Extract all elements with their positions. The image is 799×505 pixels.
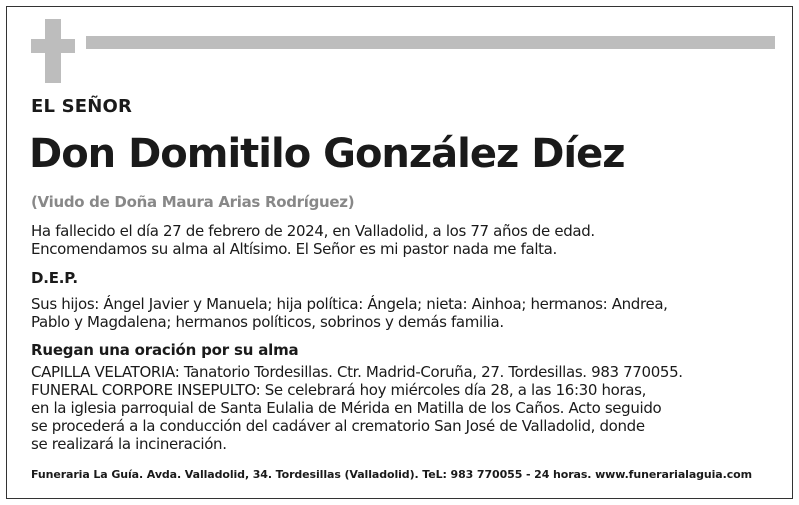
obituary-card [6, 6, 793, 499]
title-prefix: EL SEÑOR [31, 96, 133, 117]
rip-heading: D.E.P. [31, 269, 78, 287]
service-line: se procederá a la conducción del cadáver al crematorio San José de Valladolid, donde [31, 417, 645, 435]
deceased-name: Don Domitilo González Díez [29, 131, 625, 177]
service-line: CAPILLA VELATORIA: Tanatorio Tordesillas. Ctr. Madrid-Coruña, 27. Tordesillas. 983 770055. [31, 363, 683, 381]
cross-icon [31, 19, 75, 83]
header-rule [86, 36, 775, 49]
widower-note: (Viudo de Doña Maura Arias Rodríguez) [31, 193, 355, 211]
family-paragraph [31, 295, 668, 331]
prayer-heading: Ruegan una oración por su alma [31, 341, 299, 359]
service-line: FUNERAL CORPORE INSEPULTO: Se celebrará hoy miércoles día 28, a las 16:30 horas, [31, 381, 646, 399]
intro-paragraph [31, 222, 595, 258]
intro-line: Ha fallecido el día 27 de febrero de 2024, en Valladolid, a los 77 años de edad. [31, 222, 595, 240]
service-paragraph [31, 363, 683, 453]
service-line: se realizará la incineración. [31, 435, 227, 453]
funeral-home-footer: Funeraria La Guía. Avda. Valladolid, 34. Tordesillas (Valladolid). TeL: 983 770055 - 24 horas. www.funerarialaguia.com [31, 468, 752, 481]
intro-line: Encomendamos su alma al Altísimo. El Señor es mi pastor nada me falta. [31, 240, 557, 258]
family-line: Sus hijos: Ángel Javier y Manuela; hija política: Ángela; nieta: Ainhoa; hermanos: Andrea, [31, 295, 668, 313]
family-line: Pablo y Magdalena; hermanos políticos, sobrinos y demás familia. [31, 313, 504, 331]
service-line: en la iglesia parroquial de Santa Eulalia de Mérida en Matilla de los Caños. Acto seguido [31, 399, 662, 417]
